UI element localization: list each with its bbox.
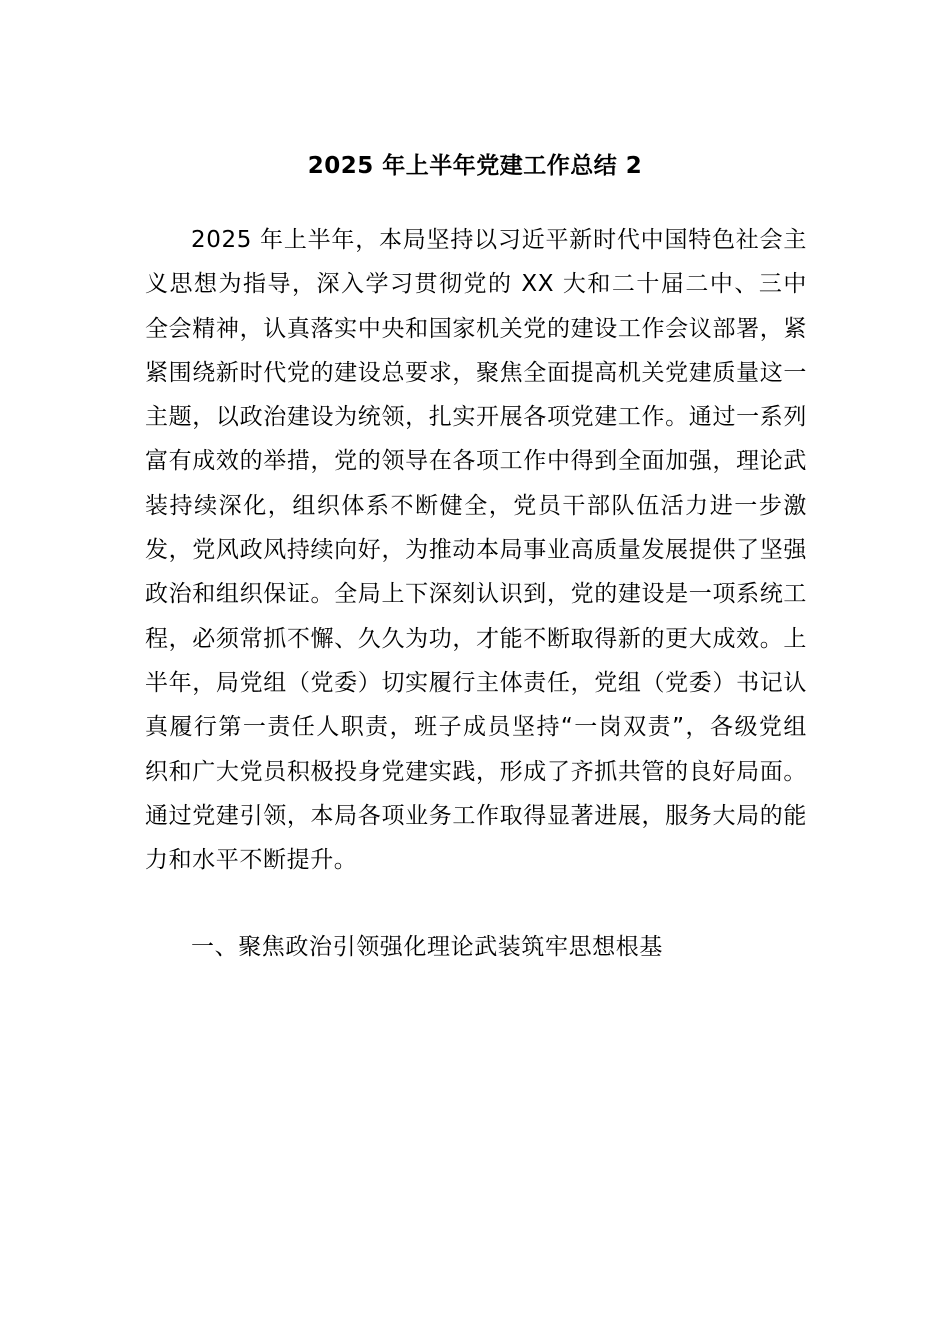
body-paragraph: 2025 年上半年，本局坚持以习近平新时代中国特色社会主义思想为指导，深入学习贯彻党的 XX 大和二十届二中、三中全会精神，认真落实中央和国家机关党的建设工作会议部署，紧紧围绕新时代党的建设总要求，聚焦全面提高机关党建质量这一主题，以政治建设为统领，扎实开展各项党建工作。通过一系列富有成效的举措，党的领导在各项工作中得到全面加强，理论武装持续深化，组织体系不断健全，党员干部队伍活力进一步激发，党风政风持续向好，为推动本局事业高质量发展提供了坚强政治和组织保证。全局上下深刻认识到，党的建设是一项系统工程，必须常抓不懈、久久为功，才能不断取得新的更大成效。上半年，局党组（党委）切实履行主体责任，党组（党委）书记认真履行第一责任人职责，班子成员坚持“一岗双责”，各级党组织和广大党员积极投身党建实践，形成了齐抓共管的良好局面。通过党建引领，本局各项业务工作取得显著进展，服务大局的能力和水平不断提升。 [145, 227, 807, 874]
section-heading: 一、聚焦政治引领强化理论武装筑牢思想根基 [191, 934, 663, 960]
document-title: 2025 年上半年党建工作总结 2 [307, 153, 643, 179]
